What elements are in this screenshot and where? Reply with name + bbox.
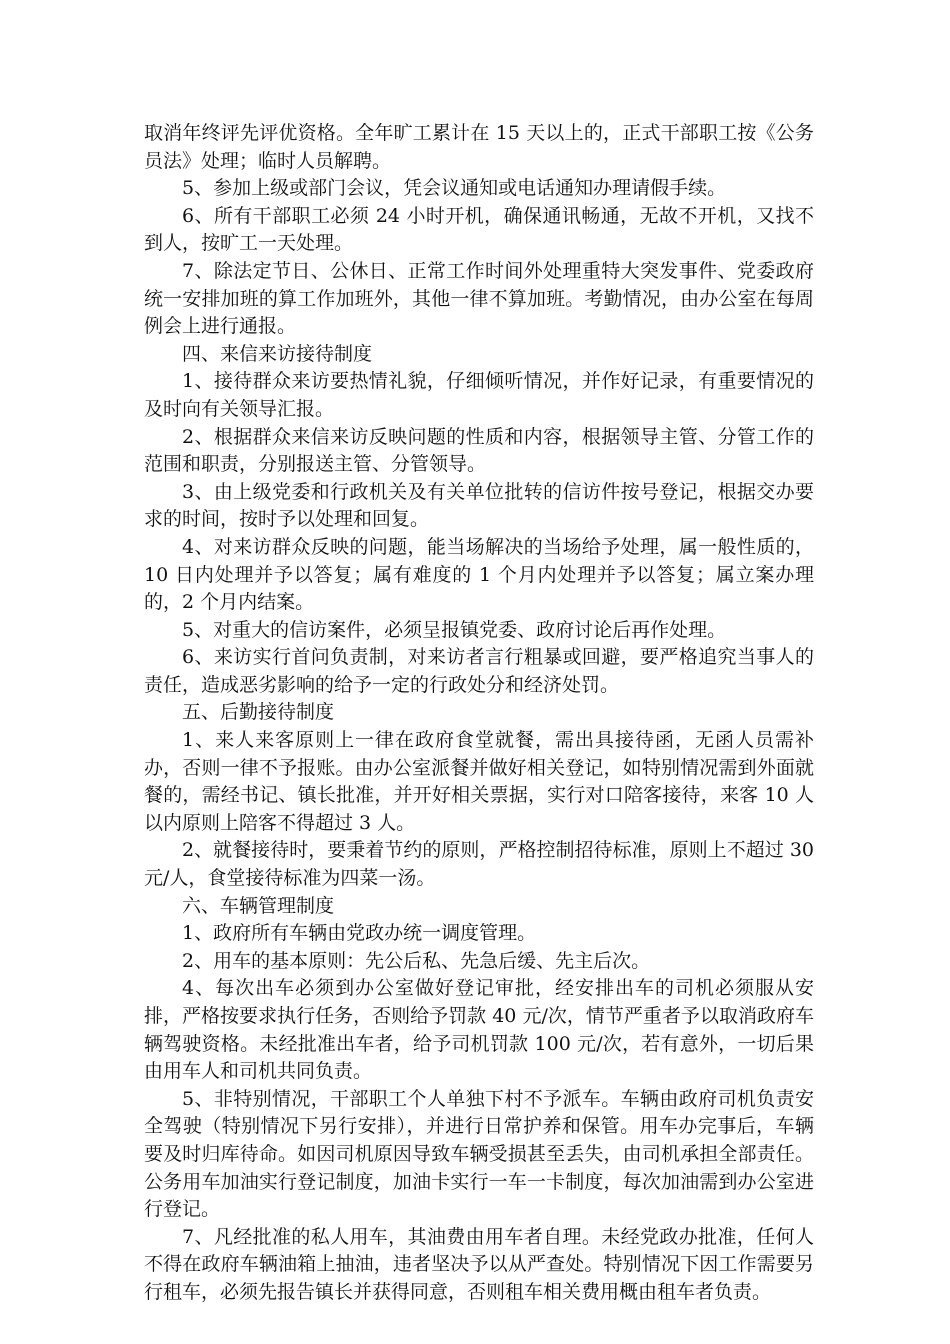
paragraph-petition-1: 1、接待群众来访要热情礼貌，仔细倾听情况，并作好记录，有重要情况的及时向有关领导汇报。	[144, 370, 814, 420]
paragraph-petition-2: 2、根据群众来信来访反映问题的性质和内容，根据领导主管、分管工作的范围和职责，分别报送主管、分管领导。	[144, 425, 814, 476]
paragraph-item-5-meetings: 5、参加上级或部门会议，凭会议通知或电话通知办理请假手续。	[182, 177, 727, 200]
paragraph-petition-3: 3、由上级党委和行政机关及有关单位批转的信访件按号登记，根据交办要求的时间，按时予以处理和回复。	[144, 480, 814, 531]
paragraph-petition-6: 6、来访实行首问负责制，对来访者言行粗暴或回避，要严格追究当事人的责任，造成恶劣影响的给予一定的行政处分和经济处罚。	[144, 646, 814, 696]
paragraph-vehicle-7: 7、凡经批准的私人用车，其油费由用车者自理。未经党政办批准，任何人不得在政府车辆油箱上抽油，违者坚决予以从严查处。特别情况下因工作需要另行租车，必须先报告镇长并获得同意，否则租车相关费用概由租车者负责。	[144, 1225, 814, 1303]
paragraph-vehicle-5: 5、非特别情况，干部职工个人单独下村不予派车。车辆由政府司机负责安全驾驶（特别情况下另行安排），并进行日常护养和保管。用车办完事后，车辆要及时归库待命。如因司机原因导致车辆受损甚至丢失，由司机承担全部责任。公务用车加油实行登记制度，加油卡实行一车一卡制度，每次加油需到办公室进行登记。	[144, 1087, 814, 1221]
paragraph-item-6-phone: 6、所有干部职工必须 24 小时开机，确保通讯畅通，无故不开机，又找不到人，按旷工一天处理。	[144, 204, 814, 255]
paragraph-continuation: 取消年终评先评优资格。全年旷工累计在 15 天以上的，正式干部职工按《公务员法》处理；临时人员解聘。	[144, 122, 814, 172]
paragraph-logistics-2: 2、就餐接待时，要秉着节约的原则，严格控制招待标准，原则上不超过 30 元/人，食堂接待标准为四菜一汤。	[144, 839, 814, 890]
paragraph-petition-5: 5、对重大的信访案件，必须呈报镇党委、政府讨论后再作处理。	[182, 618, 727, 641]
paragraph-vehicle-1: 1、政府所有车辆由党政办统一调度管理。	[182, 922, 537, 945]
section-heading-vehicles: 六、车辆管理制度	[182, 894, 335, 917]
document-page	[144, 120, 814, 1307]
section-heading-logistics: 五、后勤接待制度	[182, 701, 335, 724]
section-heading-petitions: 四、来信来访接待制度	[182, 342, 373, 365]
paragraph-petition-4: 4、对来访群众反映的问题，能当场解决的当场给予处理，属一般性质的，10 日内处理并予以答复；属有难度的 1 个月内处理并予以答复；属立案办理的，2 个月内结案。	[144, 535, 814, 614]
paragraph-item-7-overtime: 7、除法定节日、公休日、正常工作时间外处理重特大突发事件、党委政府统一安排加班的算工作加班外，其他一律不算加班。考勤情况，由办公室在每周例会上进行通报。	[144, 259, 814, 338]
paragraph-vehicle-2: 2、用车的基本原则：先公后私、先急后缓、先主后次。	[182, 949, 651, 972]
paragraph-vehicle-4: 4、每次出车必须到办公室做好登记审批，经安排出车的司机必须服从安排，严格按要求执行任务，否则给予罚款 40 元/次，情节严重者予以取消政府车辆驾驶资格。未经批准出车者，给予司机罚款 100 元/次，若有意外，一切后果由用车人和司机共同负责。	[144, 977, 814, 1083]
paragraph-logistics-1: 1、来人来客原则上一律在政府食堂就餐，需出具接待函，无函人员需补办，否则一律不予报账。由办公室派餐并做好相关登记，如特别情况需到外面就餐的，需经书记、镇长批准，并开好相关票据，实行对口陪客接待，来客 10 人以内原则上陪客不得超过 3 人。	[144, 729, 814, 834]
